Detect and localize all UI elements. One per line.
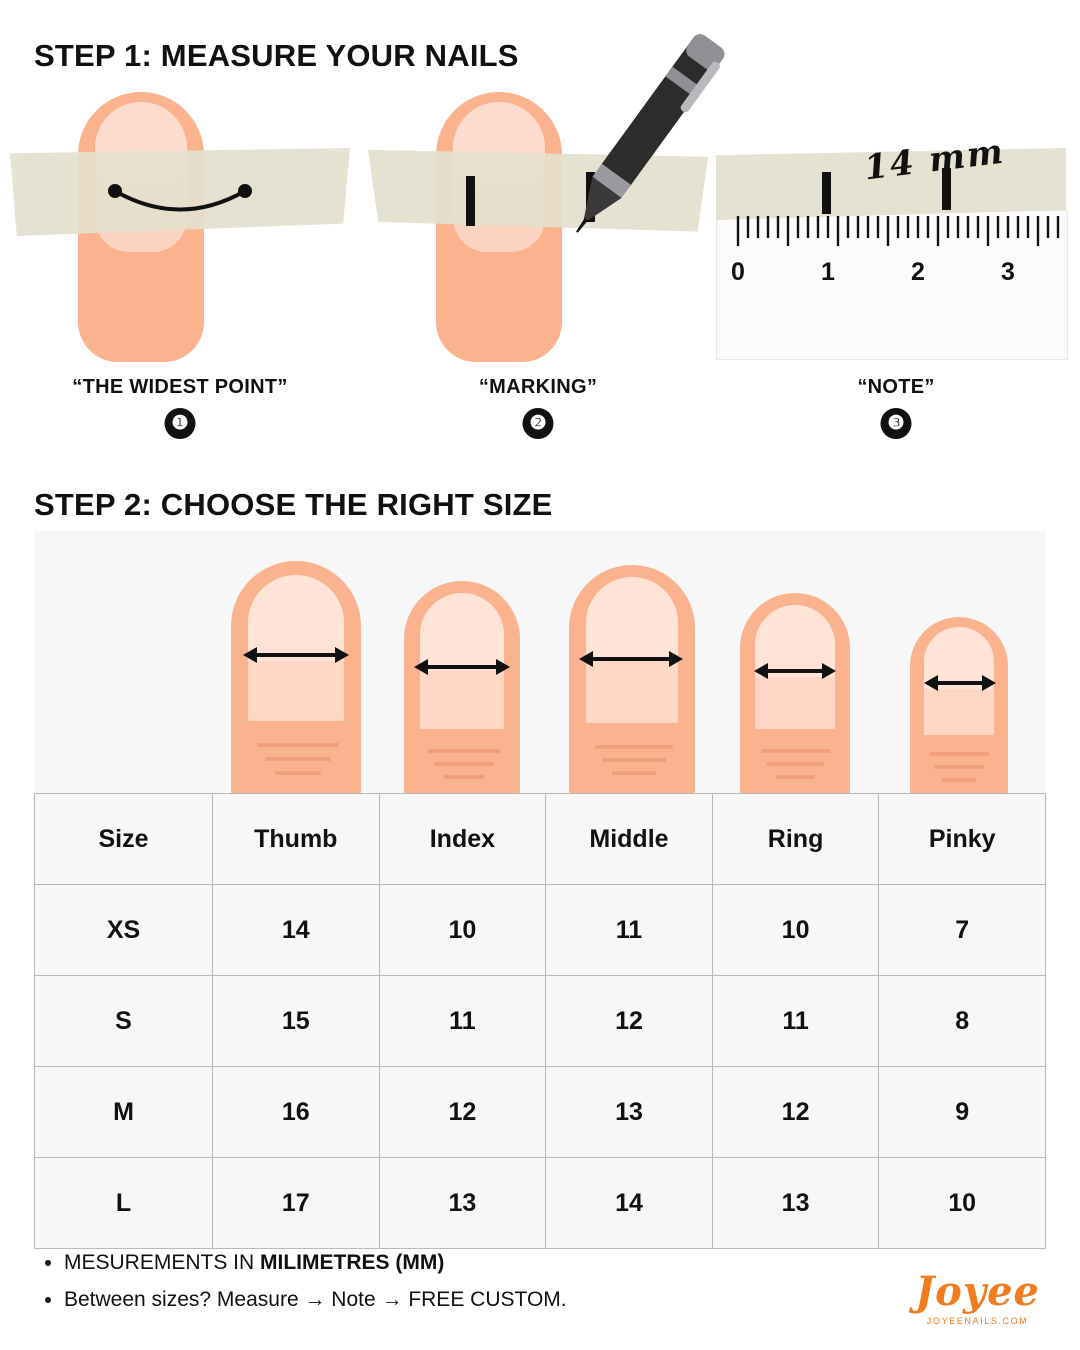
table-cell: 12 xyxy=(379,1067,546,1158)
svg-text:1: 1 xyxy=(821,258,835,286)
finger-illustration-ring xyxy=(740,593,850,793)
figure-marking xyxy=(368,88,708,434)
size-chart-table xyxy=(34,793,1046,1249)
table-header-row xyxy=(35,794,1046,885)
figure-badge: ❷ xyxy=(523,408,554,439)
knuckle-lines xyxy=(758,745,834,781)
table-cell: 17 xyxy=(213,1158,380,1249)
table-cell: 11 xyxy=(546,885,713,976)
figure-caption: “THE WIDEST POINT” xyxy=(72,376,288,398)
figure-widest-point xyxy=(10,88,350,434)
finger-illustration-thumb xyxy=(231,561,361,793)
footnote-text: Between sizes? Measure → Note → FREE CUSTOM. xyxy=(64,1287,567,1311)
figure-caption: “NOTE” xyxy=(857,376,935,398)
table-cell: 14 xyxy=(213,885,380,976)
step-1-figures xyxy=(0,88,1080,448)
knuckle-lines xyxy=(591,741,677,777)
table-cell: 8 xyxy=(879,976,1046,1067)
step-1-heading: STEP 1: MEASURE YOUR NAILS xyxy=(34,38,519,73)
step-2-heading: STEP 2: CHOOSE THE RIGHT SIZE xyxy=(34,487,553,522)
footnote-item xyxy=(64,1282,764,1319)
finger-illustration-middle xyxy=(569,565,695,793)
width-arrow-icon xyxy=(412,655,512,679)
table-header-cell: Ring xyxy=(712,794,879,885)
table-header-cell: Index xyxy=(379,794,546,885)
knuckle-lines xyxy=(424,745,504,781)
table-cell: 10 xyxy=(379,885,546,976)
knuckle-lines xyxy=(253,739,343,779)
table-cell: 12 xyxy=(712,1067,879,1158)
brand-logo xyxy=(915,1268,1040,1326)
brand-name: Joyee xyxy=(915,1268,1040,1315)
width-arrow-icon xyxy=(922,671,998,695)
svg-text:2: 2 xyxy=(911,258,925,286)
table-cell: 7 xyxy=(879,885,1046,976)
table-row xyxy=(35,976,1046,1067)
brand-website: JOYEENAILS.COM xyxy=(926,1316,1029,1326)
svg-text:3: 3 xyxy=(1001,258,1015,286)
table-cell: 13 xyxy=(379,1158,546,1249)
figure-caption: “MARKING” xyxy=(478,376,598,398)
table-row xyxy=(35,1067,1046,1158)
table-cell: 14 xyxy=(546,1158,713,1249)
table-cell: M xyxy=(35,1067,213,1158)
figure-note xyxy=(726,88,1066,434)
svg-text:0: 0 xyxy=(731,258,745,286)
table-cell: 15 xyxy=(213,976,380,1067)
table-cell: 10 xyxy=(879,1158,1046,1249)
table-cell: 13 xyxy=(546,1067,713,1158)
figure-badge: ❸ xyxy=(881,408,912,439)
table-cell: S xyxy=(35,976,213,1067)
table-cell: 9 xyxy=(879,1067,1046,1158)
measurement-label: 14 mm xyxy=(862,131,1008,189)
table-cell: 11 xyxy=(712,976,879,1067)
width-arrow-icon xyxy=(241,643,351,667)
table-header-cell: Pinky xyxy=(879,794,1046,885)
width-arrow-icon xyxy=(577,647,685,671)
footnotes-list xyxy=(38,1245,764,1319)
table-row xyxy=(35,1158,1046,1249)
table-header-cell: Thumb xyxy=(213,794,380,885)
table-cell: XS xyxy=(35,885,213,976)
finger-illustration-pinky xyxy=(910,617,1008,793)
pen-icon xyxy=(368,88,708,388)
finger-illustration-index xyxy=(404,581,520,793)
table-header-cell: Middle xyxy=(546,794,713,885)
table-cell: L xyxy=(35,1158,213,1249)
ruler-illustration xyxy=(716,131,1066,358)
table-cell: 13 xyxy=(712,1158,879,1249)
table-row xyxy=(35,885,1046,976)
knuckle-lines xyxy=(926,749,992,783)
table-header-cell: Size xyxy=(35,794,213,885)
finger-width-illustrations xyxy=(34,531,1046,793)
table-cell: 10 xyxy=(712,885,879,976)
figure-badge: ❶ xyxy=(165,408,196,439)
footnote-item xyxy=(64,1245,764,1282)
footnote-strong: MILIMETRES (MM) xyxy=(260,1251,445,1274)
table-cell: 11 xyxy=(379,976,546,1067)
table-cell: 12 xyxy=(546,976,713,1067)
width-arrow-icon xyxy=(752,659,838,683)
widest-point-curve-icon xyxy=(10,88,350,388)
footnote-text: MESUREMENTS IN xyxy=(64,1251,261,1274)
table-cell: 16 xyxy=(213,1067,380,1158)
